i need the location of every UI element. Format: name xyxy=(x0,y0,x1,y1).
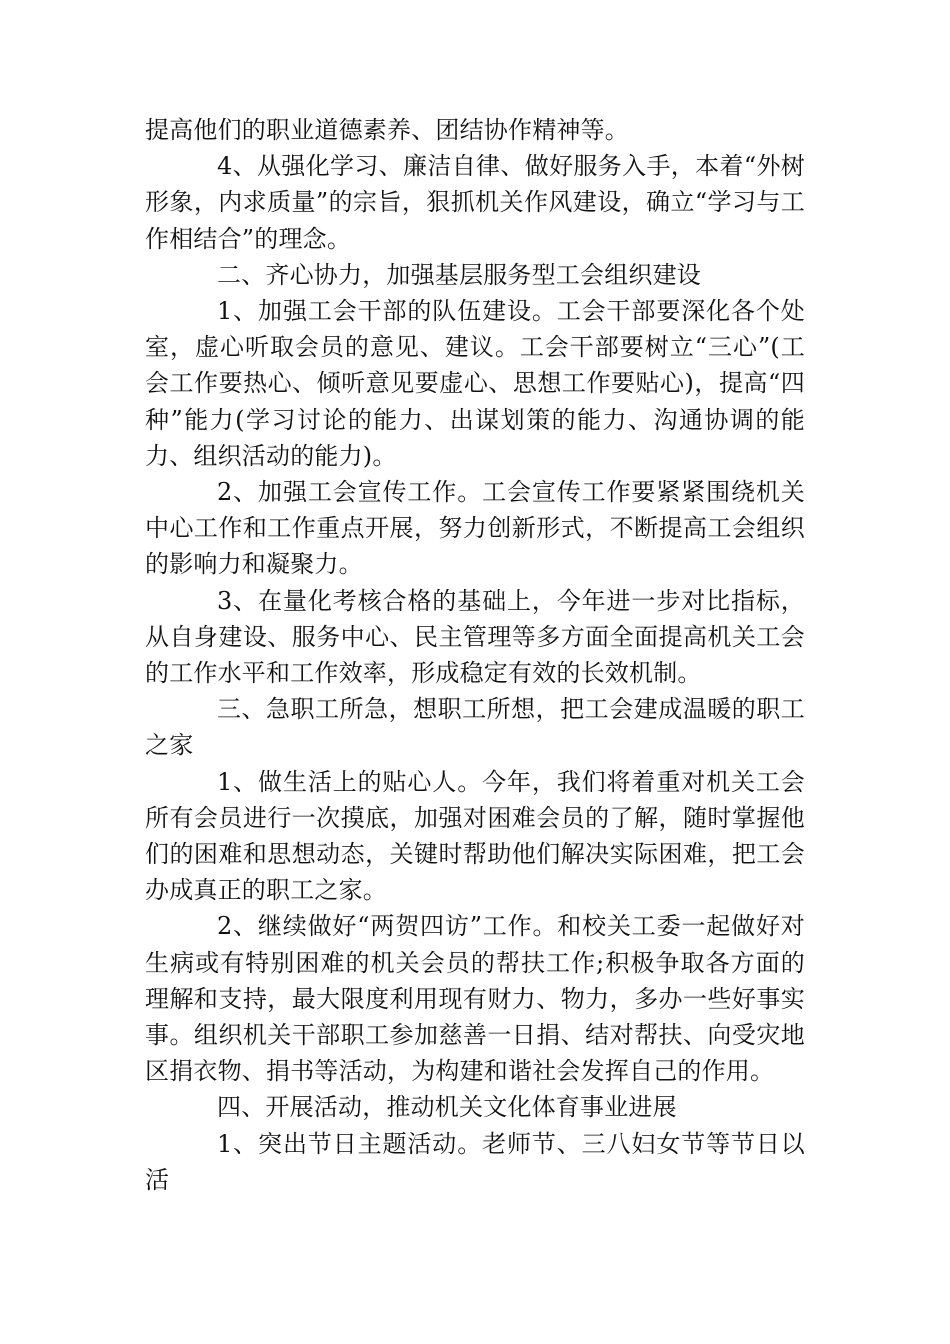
section-heading: 四、开展活动，推动机关文化体育事业进展 xyxy=(217,1093,677,1122)
section-heading: 三、急职工所急，想职工所想，把工会建成温暖的职工之家 xyxy=(145,695,805,760)
paragraph: 1、加强工会干部的队伍建设。工会干部要深化各个处室，虚心听取会员的意见、建议。工会干部要树立“三心”(工会工作要热心、倾听意见要虚心、思想工作要贴心)，提高“四种”能力(学习讨论的能力、出谋划策的能力、沟通协调的能力、组织活动的能力)。 xyxy=(145,297,805,470)
paragraph: 4、从强化学习、廉洁自律、做好服务入手，本着“外树形象，内求质量”的宗旨，狠抓机关作风建设，确立“学习与工作相结合”的理念。 xyxy=(145,152,805,253)
paragraph: 2、继续做好“两贺四访”工作。和校关工委一起做好对生病或有特别困难的机关会员的帮扶工作;积极争取各方面的理解和支持，最大限度利用现有财力、物力，多办一些好事实事。组织机关干部职工参加慈善一日捐、结对帮扶、向受灾地区捐衣物、捐书等活动，为构建和谐社会发挥自己的作用。 xyxy=(145,912,805,1086)
paragraph: 3、在量化考核合格的基础上，今年进一步对比指标，从自身建设、服务中心、民主管理等多方面全面提高机关工会的工作水平和工作效率，形成稳定有效的长效机制。 xyxy=(145,586,805,688)
paragraph: 1、做生活上的贴心人。今年，我们将着重对机关工会所有会员进行一次摸底，加强对困难会员的了解，随时掌握他们的困难和思想动态，关键时帮助他们解决实际困难，把工会办成真正的职工之家。 xyxy=(145,767,805,905)
paragraph: 1、突出节日主题活动。老师节、三八妇女节等节日以活 xyxy=(145,1129,805,1194)
paragraph: 2、加强工会宣传工作。工会宣传工作要紧紧围绕机关中心工作和工作重点开展，努力创新形式，不断提高工会组织的影响力和凝聚力。 xyxy=(145,478,805,579)
document-body xyxy=(145,112,805,1198)
section-heading: 二、齐心协力，加强基层服务型工会组织建设 xyxy=(217,260,701,289)
paragraph: 提高他们的职业道德素养、团结协作精神等。 xyxy=(145,116,629,144)
